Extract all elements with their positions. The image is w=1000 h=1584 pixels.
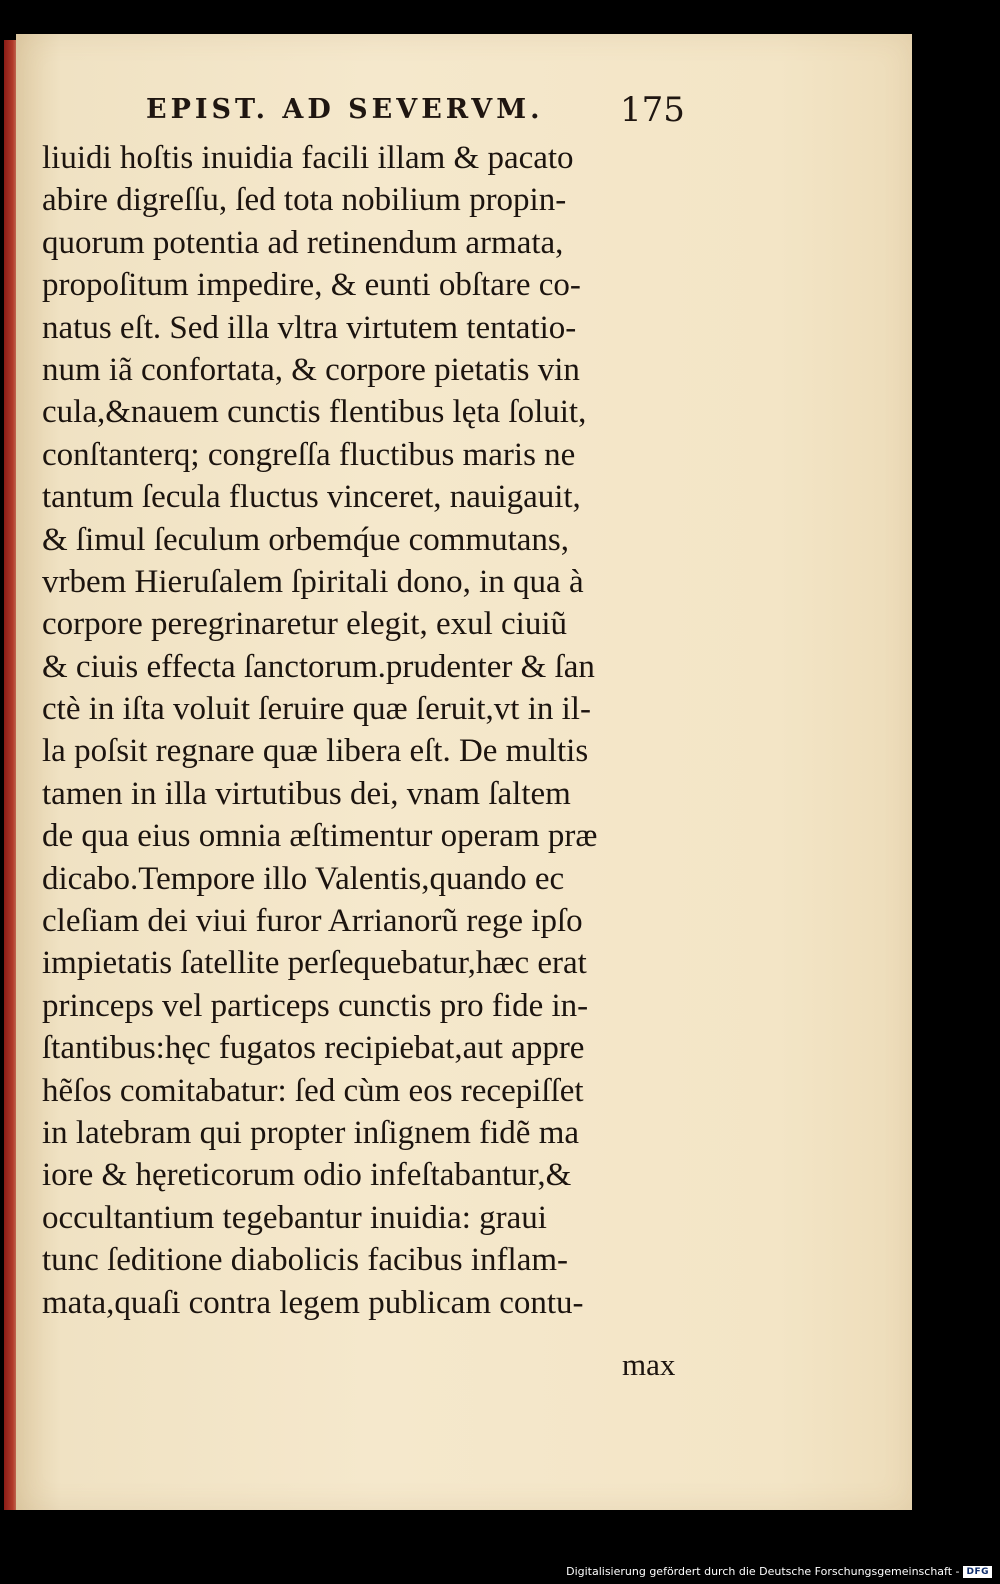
text-line: conſtanterq; congreſſa fluctibus maris ne xyxy=(42,436,576,473)
text-line: quorum potentia ad retinendum armata, xyxy=(42,224,564,261)
page-number: 175 xyxy=(620,90,685,130)
catchword: max xyxy=(622,1347,676,1382)
running-head: EPIST. AD SEVERVM. xyxy=(146,94,544,125)
text-line: & ſimul ſeculum orbemq́ue commutans, xyxy=(42,521,569,558)
text-line: cleſiam dei viui furor Arrianorũ rege ipſo xyxy=(42,903,583,940)
text-line: ſtantibus:hęc fugatos recipiebat,aut appre xyxy=(42,1030,585,1067)
text-line: la poſsit regnare quæ libera eſt. De multis xyxy=(42,733,589,770)
text-line: abire digreſſu, ſed tota nobilium propin- xyxy=(42,182,567,219)
text-line: mata,quaſi contra legem publicam contu- xyxy=(42,1284,584,1321)
text-line: princeps vel particeps cunctis pro fide in- xyxy=(42,987,589,1024)
text-line: propoſitum impedire, & eunti obſtare co- xyxy=(42,267,581,304)
book-page xyxy=(16,34,912,1510)
text-line: de qua eius omnia æſtimentur operam præ xyxy=(42,818,598,855)
text-line: in latebram qui propter inſignem fidẽ ma xyxy=(42,1114,580,1151)
text-line: dicabo.Tempore illo Valentis,quando ec xyxy=(42,860,565,897)
text-line: cula,&nauem cunctis flentibus lęta ſoluit, xyxy=(42,394,587,431)
text-line: liuidi hoſtis inuidia facili illam & pacato xyxy=(42,140,574,176)
text-line: natus eſt. Sed illa vltra virtutem tentatio- xyxy=(42,309,577,346)
text-line: impietatis ſatellite perſequebatur,hæc erat xyxy=(42,945,587,982)
text-line: iore & hęreticorum odio infeſtabantur,& xyxy=(42,1157,572,1194)
digitization-credit xyxy=(566,1565,992,1578)
text-line: vrbem Hieruſalem ſpiritali dono, in qua à xyxy=(42,563,584,600)
dfg-logo: DFG xyxy=(963,1566,992,1578)
credit-text: Digitalisierung gefördert durch die Deutsche Forschungsgemeinschaft - xyxy=(566,1565,960,1578)
text-line: hẽſos comitabatur: ſed cùm eos recepiſſet xyxy=(42,1072,584,1109)
text-line: tamen in illa virtutibus dei, vnam ſaltem xyxy=(42,775,571,812)
text-line: tunc ſeditione diabolicis facibus inflam- xyxy=(42,1242,569,1279)
text-line: tantum ſecula fluctus vinceret, nauigauit, xyxy=(42,479,581,516)
text-line: corpore peregrinaretur elegit, exul ciuiũ xyxy=(42,606,568,643)
text-line: & ciuis effecta ſanctorum.prudenter & ſan xyxy=(42,648,595,685)
text-line: num iã confortata, & corpore pietatis vin xyxy=(42,351,580,388)
text-line: ctè in iſta voluit ſeruire quæ ſeruit,vt in il- xyxy=(42,691,591,728)
text-block xyxy=(42,137,722,1324)
text-line: occultantium tegebantur inuidia: graui xyxy=(42,1199,547,1236)
